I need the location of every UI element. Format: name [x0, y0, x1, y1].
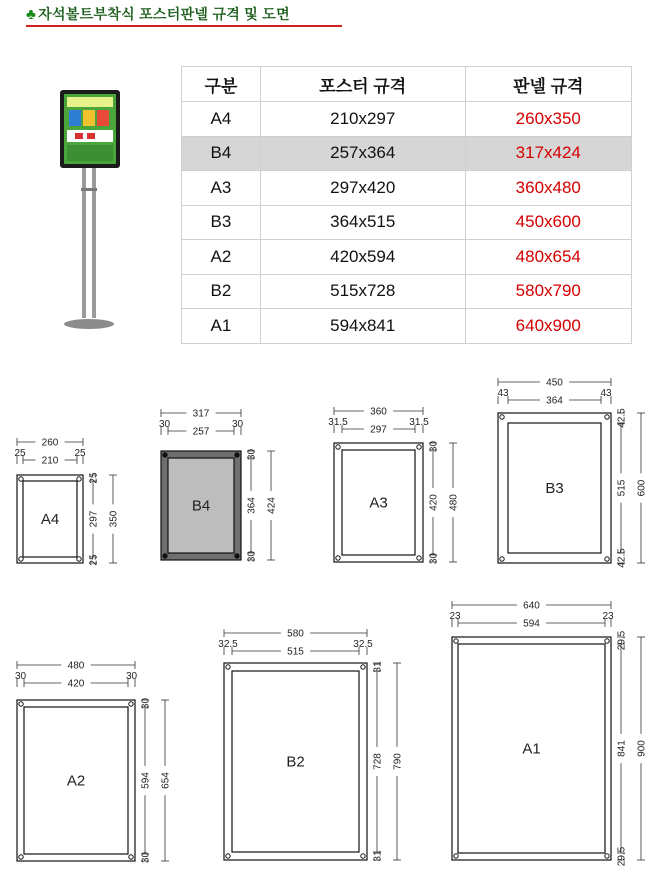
width-total: 260 — [41, 437, 59, 449]
width-margin-right: 25 — [74, 448, 86, 459]
height-margin-bottom: 30 — [428, 552, 440, 565]
col-header: 판넬 규격 — [465, 67, 631, 102]
magnet-bolt-icon — [19, 477, 23, 481]
width-poster: 210 — [41, 455, 59, 467]
height-poster: 841 — [616, 740, 628, 757]
width-total: 450 — [546, 377, 563, 389]
height-total: 600 — [636, 479, 648, 497]
height-margin-top: 30 — [246, 448, 258, 461]
panel-label: A4 — [40, 511, 60, 528]
magnet-bolt-icon — [19, 855, 23, 859]
panel-label: B2 — [286, 753, 305, 771]
width-margin-left: 32.5 — [218, 639, 238, 650]
width-margin-left: 31.5 — [328, 417, 348, 428]
width-total: 580 — [287, 628, 304, 640]
magnet-bolt-icon — [77, 477, 81, 481]
width-poster: 594 — [523, 618, 540, 630]
magnet-bolt-icon — [19, 557, 23, 561]
height-margin-top: 29.5 — [616, 630, 628, 651]
height-poster: 420 — [428, 494, 440, 511]
cell-poster: 594x841 — [260, 309, 465, 344]
cell-panel: 450x600 — [465, 205, 631, 240]
width-margin-left: 30 — [14, 671, 27, 682]
magnet-bolt-icon — [19, 702, 23, 706]
width-margin-left: 43 — [497, 388, 509, 399]
height-margin-bottom: 42.5 — [616, 548, 628, 568]
height-poster: 297 — [88, 510, 100, 528]
height-poster: 594 — [140, 772, 152, 789]
cell-name: B2 — [182, 274, 261, 309]
width-total: 360 — [370, 406, 387, 418]
height-poster: 728 — [372, 753, 384, 770]
height-margin-top: 25 — [88, 472, 100, 484]
panel-label: B3 — [545, 480, 564, 497]
cell-poster: 297x420 — [260, 171, 465, 206]
page-title-text: 자석볼트부착식 포스터판넬 규격 및 도면 — [38, 6, 290, 22]
height-margin-top: 30 — [428, 440, 440, 453]
height-total: 900 — [636, 740, 648, 757]
height-margin-bottom: 30 — [246, 550, 258, 563]
magnet-bolt-icon — [500, 415, 504, 419]
magnet-bolt-icon — [129, 702, 133, 706]
panel-label: A2 — [66, 772, 86, 790]
height-margin-bottom: 31 — [372, 850, 384, 862]
width-poster: 364 — [546, 395, 563, 407]
magnet-bolt-icon — [163, 453, 167, 457]
magnet-bolt-icon — [361, 665, 365, 669]
panel-label: A1 — [522, 740, 541, 758]
magnet-bolt-icon — [605, 557, 609, 561]
height-margin-bottom: 29.5 — [616, 846, 628, 867]
cell-poster: 420x594 — [260, 240, 465, 275]
width-poster: 297 — [370, 424, 387, 436]
cell-poster: 515x728 — [260, 274, 465, 309]
magnet-bolt-icon — [605, 415, 609, 419]
magnet-bolt-icon — [163, 554, 167, 558]
magnet-bolt-icon — [235, 453, 239, 457]
height-margin-top: 42.5 — [616, 408, 628, 428]
width-total: 640 — [523, 600, 540, 612]
cell-name: A2 — [182, 240, 261, 275]
height-total: 790 — [392, 753, 404, 770]
width-poster: 257 — [192, 426, 210, 438]
magnet-bolt-icon — [417, 556, 421, 560]
col-header: 구분 — [182, 67, 261, 102]
height-total: 424 — [266, 497, 278, 514]
width-poster: 515 — [287, 646, 304, 658]
magnet-bolt-icon — [605, 639, 609, 643]
cell-panel: 480x654 — [465, 240, 631, 275]
cell-name: A4 — [182, 102, 261, 137]
magnet-bolt-icon — [77, 557, 81, 561]
width-margin-right: 30 — [231, 419, 244, 430]
height-margin-bottom: 25 — [88, 554, 100, 566]
cell-name: B4 — [182, 136, 261, 171]
cell-panel: 317x424 — [465, 136, 631, 171]
panel-label: A3 — [369, 494, 388, 512]
cell-panel: 260x350 — [465, 102, 631, 137]
magnet-bolt-icon — [336, 445, 340, 449]
cell-name: A1 — [182, 309, 261, 344]
width-total: 317 — [192, 408, 210, 420]
height-margin-bottom: 30 — [140, 851, 152, 864]
width-margin-left: 30 — [158, 419, 171, 430]
panel-label: B4 — [191, 497, 211, 515]
height-poster: 364 — [246, 497, 258, 514]
magnet-bolt-icon — [500, 557, 504, 561]
magnet-bolt-icon — [605, 854, 609, 858]
cell-poster: 364x515 — [260, 205, 465, 240]
height-total: 480 — [448, 494, 460, 511]
width-margin-right: 23 — [602, 611, 614, 622]
magnet-bolt-icon — [454, 854, 458, 858]
col-header: 포스터 규격 — [260, 67, 465, 102]
cell-poster: 257x364 — [260, 136, 465, 171]
width-margin-left: 23 — [449, 611, 461, 622]
magnet-bolt-icon — [417, 445, 421, 449]
height-poster: 515 — [616, 479, 628, 497]
cell-name: A3 — [182, 171, 261, 206]
cell-poster: 210x297 — [260, 102, 465, 137]
width-margin-right: 30 — [125, 671, 138, 682]
width-margin-right: 31.5 — [409, 417, 429, 428]
magnet-bolt-icon — [454, 639, 458, 643]
magnet-bolt-icon — [235, 554, 239, 558]
height-margin-top: 30 — [140, 697, 152, 710]
width-total: 480 — [67, 660, 85, 672]
width-margin-right: 32.5 — [353, 639, 373, 650]
club-icon: ♣ — [26, 5, 37, 23]
width-margin-right: 43 — [600, 388, 612, 399]
height-total: 654 — [160, 772, 172, 789]
cell-panel: 360x480 — [465, 171, 631, 206]
magnet-bolt-icon — [129, 855, 133, 859]
magnet-bolt-icon — [361, 854, 365, 858]
cell-panel: 580x790 — [465, 274, 631, 309]
width-margin-left: 25 — [14, 448, 26, 459]
height-total: 350 — [108, 510, 120, 528]
height-margin-top: 31 — [372, 661, 384, 673]
magnet-bolt-icon — [336, 556, 340, 560]
cell-panel: 640x900 — [465, 309, 631, 344]
magnet-bolt-icon — [226, 665, 230, 669]
magnet-bolt-icon — [226, 854, 230, 858]
cell-name: B3 — [182, 205, 261, 240]
width-poster: 420 — [67, 678, 85, 690]
